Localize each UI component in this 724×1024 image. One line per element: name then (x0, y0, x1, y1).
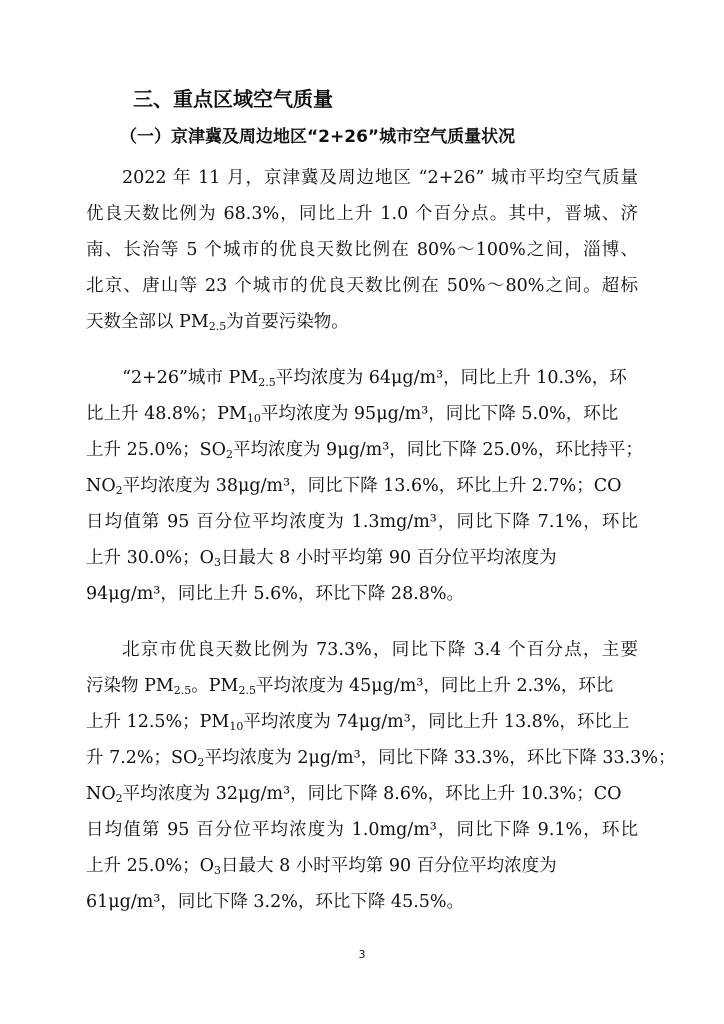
text-run: 污染物 PM (86, 676, 174, 696)
paragraph-pollutant-concentrations (86, 360, 643, 612)
paragraph-line (86, 360, 638, 396)
paragraph-line (86, 468, 638, 504)
text-run: 比上升 48.8%；PM (86, 404, 247, 424)
subscript: 3 (214, 556, 222, 569)
paragraph-line (86, 668, 638, 704)
paragraph-line: 日均值第 95 百分位平均浓度为 1.0mg/m³，同比下降 9.1%，环比 (86, 820, 638, 840)
paragraph-line: 南、长治等 5 个城市的优良天数比例在 80%～100%之间，淄博、 (86, 240, 638, 260)
paragraph-line: 北京市优良天数比例为 73.3%，同比下降 3.4 个百分点，主要 (122, 640, 638, 660)
paragraph-line: 2022 年 11 月，京津冀及周边地区 “2+26” 城市平均空气质量 (122, 168, 638, 188)
subscript: 2.5 (258, 376, 276, 389)
subscript: 2.5 (173, 684, 192, 697)
paragraph-line: 94μg/m³，同比上升 5.6%，环比下降 28.8%。 (86, 584, 465, 604)
subscript: 10 (246, 412, 261, 425)
text-run: 平均浓度为 45μg/m³，同比上升 2.3%，环比 (255, 676, 614, 696)
subsection-heading: （一）京津冀及周边地区“2+26”城市空气质量状况 (120, 127, 516, 147)
paragraph-line (86, 540, 638, 576)
text-run: 平均浓度为 9μg/m³，同比下降 25.0%，环比持平； (233, 440, 643, 460)
text-run: 上升 25.0%；SO (86, 440, 226, 460)
text-run: NO (86, 476, 116, 496)
paragraph-line (86, 396, 638, 432)
text-run: 天数全部以 PM (86, 312, 209, 332)
text-run: 。PM (191, 676, 239, 696)
subscript: 2 (115, 484, 123, 497)
paragraph-beijing (86, 632, 676, 920)
page-number: 3 (358, 948, 366, 961)
text-run: “2+26”城市 PM (122, 368, 259, 388)
subscript: 2.5 (238, 684, 256, 697)
paragraph-regional-summary (86, 160, 638, 340)
paragraph-line (86, 432, 643, 468)
paragraph-line (86, 776, 638, 812)
text-run: 平均浓度为 74μg/m³，同比上升 13.8%，环比上 (243, 712, 630, 732)
text-run: 为首要污染物。 (226, 312, 349, 332)
paragraph-line: 61μg/m³，同比下降 3.2%，环比下降 45.5%。 (86, 892, 465, 912)
subscript: 2.5 (208, 320, 227, 333)
subscript: 2 (226, 448, 233, 461)
subscript: 2 (115, 792, 123, 805)
paragraph-line: 北京、唐山等 23 个城市的优良天数比例在 50%～80%之间。超标 (86, 276, 638, 296)
paragraph-line: 日均值第 95 百分位平均浓度为 1.3mg/m³，同比下降 7.1%，环比 (86, 512, 638, 532)
text-run: 上升 12.5%；PM (86, 712, 230, 732)
paragraph-line (86, 304, 638, 340)
text-run: 平均浓度为 2μg/m³，同比下降 33.3%，环比下降 33.3%； (204, 748, 676, 768)
subscript: 2 (197, 756, 205, 769)
subscript: 3 (214, 864, 222, 877)
paragraph-line (86, 848, 638, 884)
paragraph-line: 优良天数比例为 68.3%，同比上升 1.0 个百分点。其中，晋城、济 (86, 204, 638, 224)
paragraph-line (86, 704, 638, 740)
section-heading: 三、重点区域空气质量 (133, 87, 333, 111)
text-run: 上升 30.0%；O (86, 548, 215, 568)
text-run: 平均浓度为 38μg/m³，同比下降 13.6%，环比上升 2.7%；CO (122, 476, 622, 496)
text-run: 升 7.2%；SO (86, 748, 198, 768)
text-run: 上升 25.0%；O (86, 856, 215, 876)
text-run: 日最大 8 小时平均第 90 百分位平均浓度为 (221, 856, 557, 876)
text-run: 日最大 8 小时平均第 90 百分位平均浓度为 (221, 548, 557, 568)
text-run: NO (86, 784, 116, 804)
text-run: 平均浓度为 95μg/m³，同比下降 5.0%，环比 (260, 404, 619, 424)
text-run: 平均浓度为 32μg/m³，同比下降 8.6%，环比上升 10.3%；CO (122, 784, 622, 804)
text-run: 平均浓度为 64μg/m³，同比上升 10.3%，环 (275, 368, 627, 388)
subscript: 10 (229, 720, 244, 733)
paragraph-line (86, 740, 676, 776)
